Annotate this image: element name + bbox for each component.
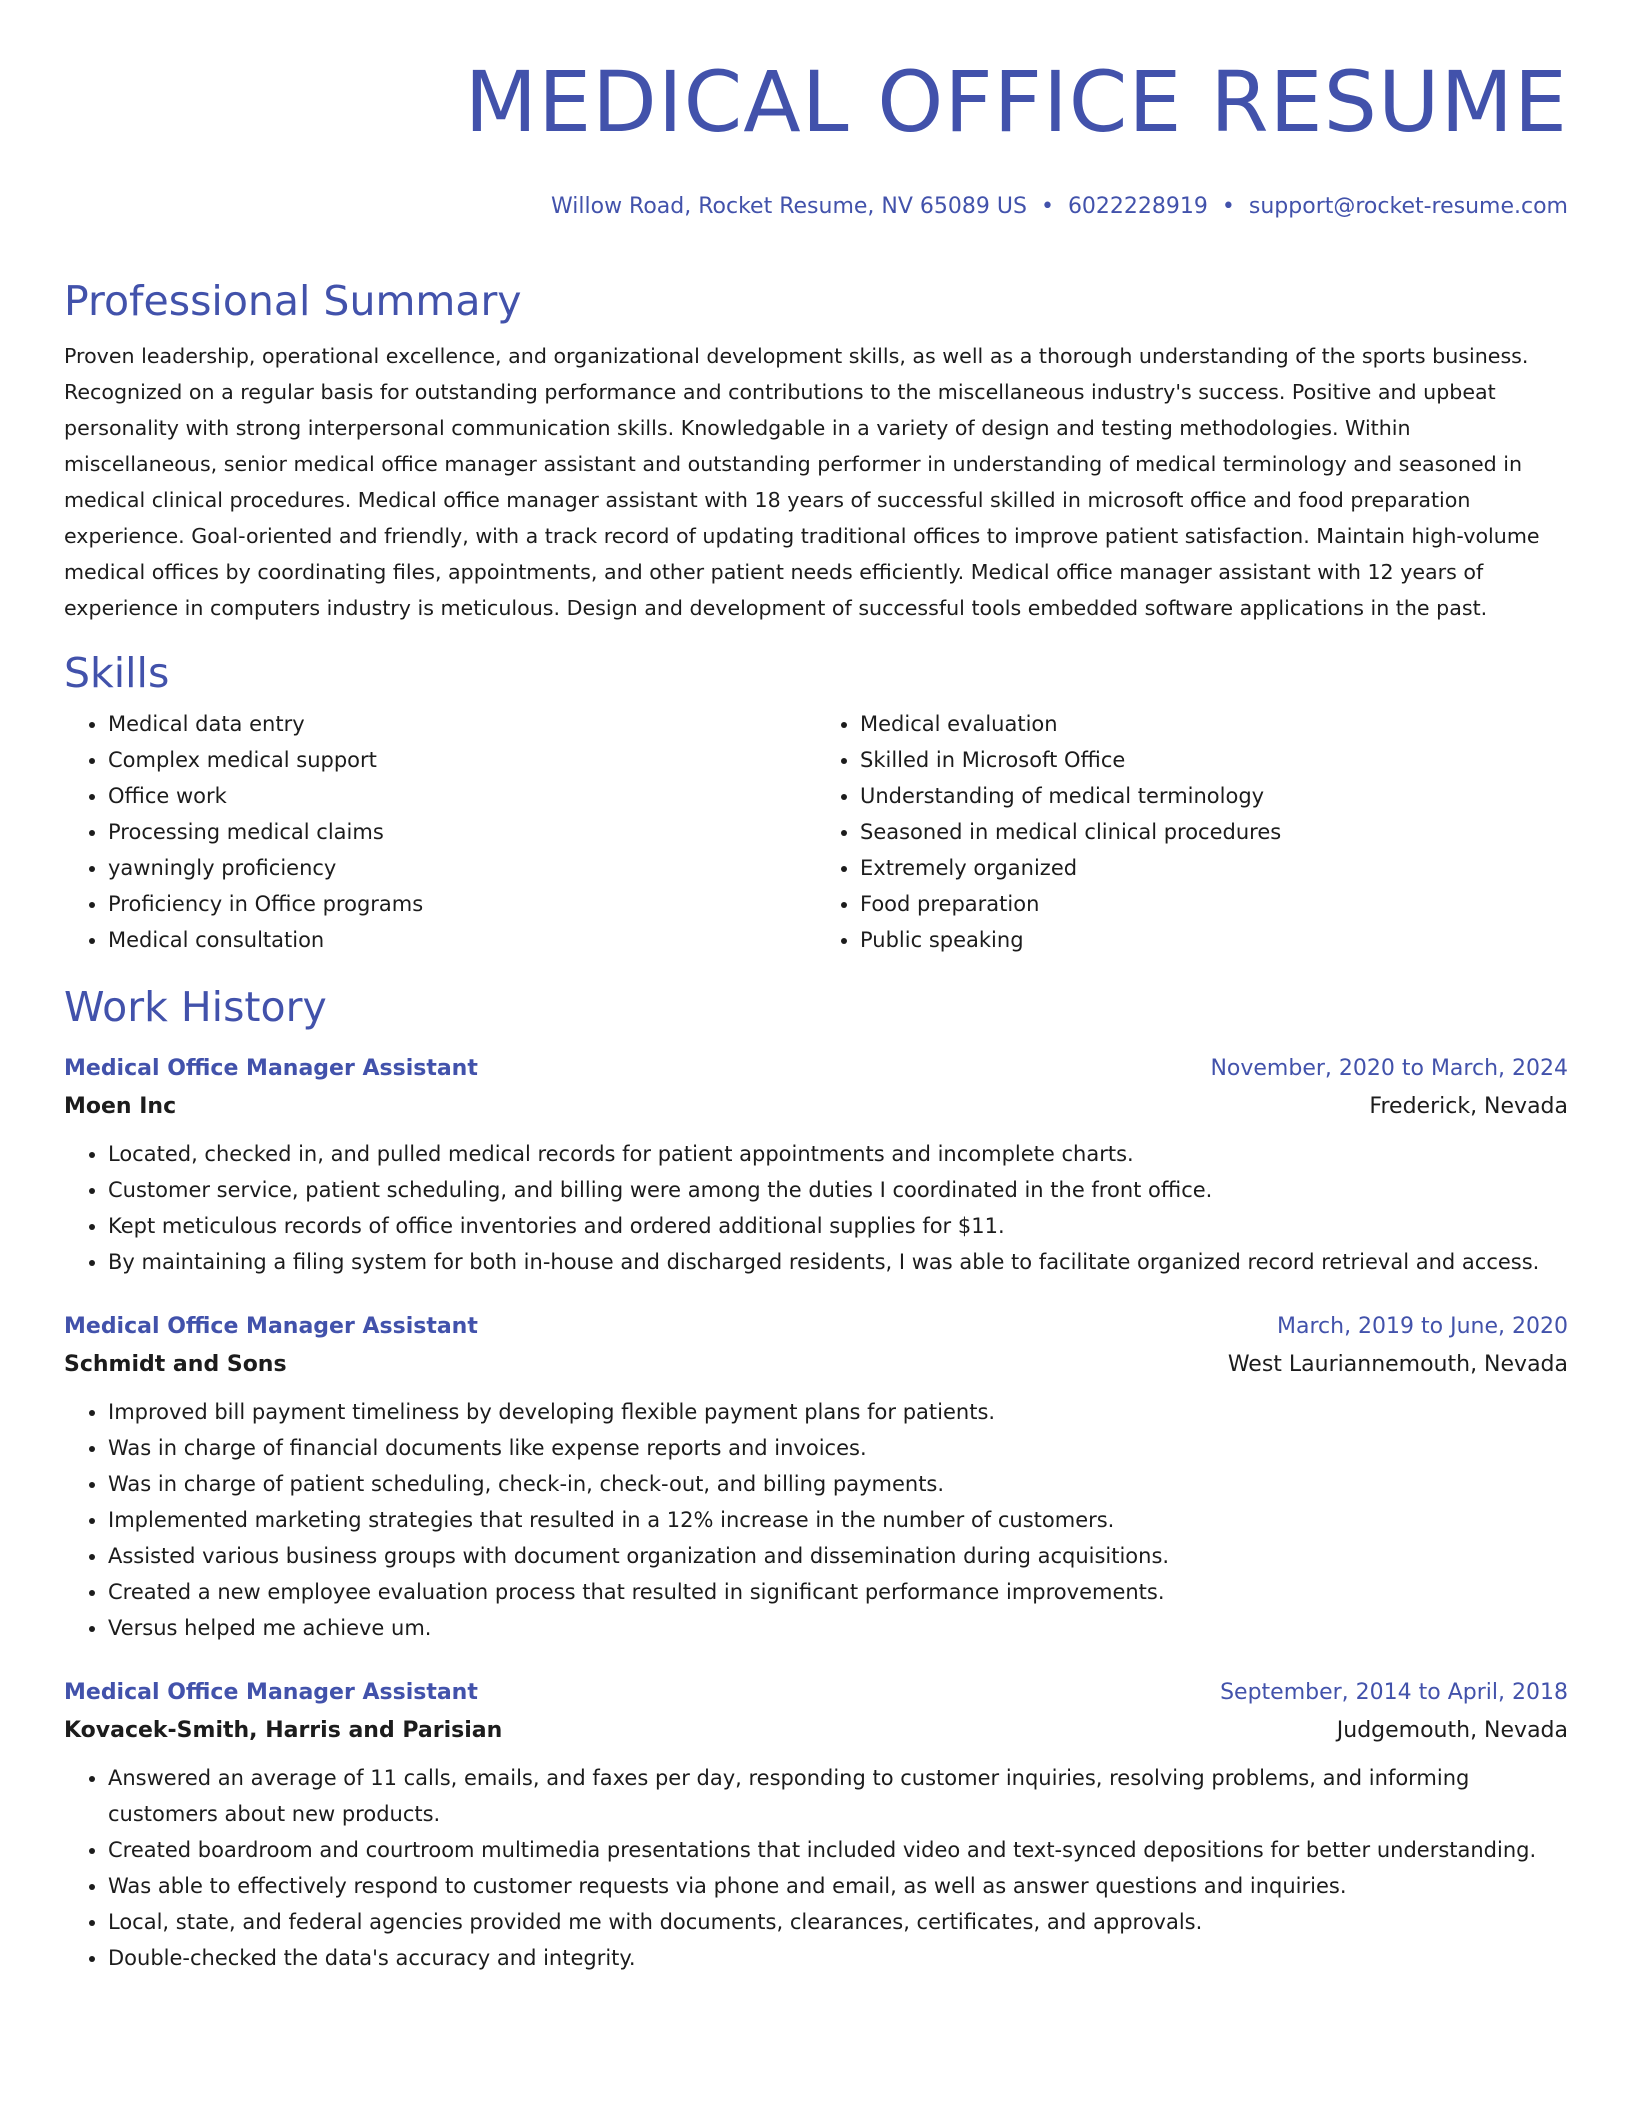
- company-name: Kovacek-Smith, Harris and Parisian: [64, 1718, 503, 1743]
- job-entry: [64, 1674, 1568, 1976]
- skill-item: • Seasoned in medical clinical procedures: [860, 814, 1568, 850]
- duty-item: • By maintaining a filing system for both in-house and discharged residents, I was able to facilitate organized record retrieval and access.: [108, 1244, 1568, 1280]
- job-header-row: [64, 1308, 1568, 1346]
- duty-item: • Double-checked the data's accuracy and integrity.: [108, 1940, 1568, 1976]
- job-location: West Lauriannemouth, Nevada: [1227, 1352, 1568, 1377]
- duty-item: • Created a new employee evaluation process that resulted in significant performance improvements.: [108, 1574, 1568, 1610]
- company-name: Schmidt and Sons: [64, 1352, 287, 1377]
- phone: 6022228919: [1067, 194, 1208, 219]
- duty-item: • Local, state, and federal agencies provided me with documents, clearances, certificates, and approvals.: [108, 1904, 1568, 1940]
- job-company-row: [64, 1346, 1568, 1384]
- summary-heading: Professional Summary: [64, 277, 522, 325]
- skill-item: • yawningly proficiency: [108, 850, 816, 886]
- duty-item: • Implemented marketing strategies that resulted in a 12% increase in the number of customers.: [108, 1502, 1568, 1538]
- job-company-row: [64, 1088, 1568, 1126]
- job-title: Medical Office Manager Assistant: [64, 1314, 478, 1339]
- skill-item: • Processing medical claims: [108, 814, 816, 850]
- skills-heading: Skills: [64, 649, 170, 697]
- skill-item: • Extremely organized: [860, 850, 1568, 886]
- job-company-row: [64, 1712, 1568, 1750]
- duty-item: • Was in charge of patient scheduling, check-in, check-out, and billing payments.: [108, 1466, 1568, 1502]
- skill-item: • Office work: [108, 778, 816, 814]
- duty-item: • Assisted various business groups with document organization and dissemination during acquisitions.: [108, 1538, 1568, 1574]
- duty-item: • Customer service, patient scheduling, and billing were among the duties I coordinated in the front office.: [108, 1172, 1568, 1208]
- skill-item: • Public speaking: [860, 922, 1568, 958]
- job-dates: November, 2020 to March, 2024: [1210, 1056, 1568, 1081]
- contact-line: [64, 192, 1568, 222]
- job-header-row: [64, 1674, 1568, 1712]
- skills-column-left: [64, 706, 816, 958]
- email-link[interactable]: support@rocket-resume.com: [1248, 194, 1568, 219]
- contact-separator: •: [1221, 194, 1235, 219]
- skill-item: • Understanding of medical terminology: [860, 778, 1568, 814]
- duty-item: • Versus helped me achieve um.: [108, 1610, 1568, 1646]
- duty-item: • Answered an average of 11 calls, emails, and faxes per day, responding to customer inquiries, resolving problems, and informing customers about new products.: [108, 1760, 1568, 1832]
- job-entry: [64, 1050, 1568, 1280]
- job-duties: [64, 1136, 1568, 1280]
- summary-text: Proven leadership, operational excellence, and organizational development skills, as well as a thorough understanding of the sports business. Recognized on a regular basis for outstanding performance and contributions to the miscellaneous industry's success. Positive and upbeat personality with strong interpersonal communication skills. Knowledgable in a variety of design and testing methodologies. Within miscellaneous, senior medical office manager assistant and outstanding performer in understanding of medical terminology and seasoned in medical clinical procedures. Medical office manager assistant with 18 years of successful skilled in microsoft office and food preparation experience. Goal-oriented and friendly, with a track record of updating traditional offices to improve patient satisfaction. Maintain high-volume medical offices by coordinating files, appointments, and other patient needs efficiently. Medical office manager assistant with 12 years of experience in computers industry is meticulous. Design and development of successful tools embedded software applications in the past.: [64, 344, 1540, 620]
- address: Willow Road, Rocket Resume, NV 65089 US: [551, 194, 1027, 219]
- duty-item: • Kept meticulous records of office inventories and ordered additional supplies for $11.: [108, 1208, 1568, 1244]
- job-duties: [64, 1394, 1568, 1646]
- job-duties: [64, 1760, 1568, 1976]
- resume-name: MEDICAL OFFICE RESUME: [464, 53, 1568, 151]
- skill-item: • Food preparation: [860, 886, 1568, 922]
- job-title: Medical Office Manager Assistant: [64, 1680, 478, 1705]
- job-location: Judgemouth, Nevada: [1336, 1718, 1568, 1743]
- skill-item: • Skilled in Microsoft Office: [860, 742, 1568, 778]
- job-dates: September, 2014 to April, 2018: [1220, 1680, 1568, 1705]
- job-title: Medical Office Manager Assistant: [64, 1056, 478, 1081]
- skills-column-right: [816, 706, 1568, 958]
- duty-item: • Was able to effectively respond to customer requests via phone and email, as well as answer questions and inquiries.: [108, 1868, 1568, 1904]
- duty-item: • Improved bill payment timeliness by developing flexible payment plans for patients.: [108, 1394, 1568, 1430]
- job-header-row: [64, 1050, 1568, 1088]
- duty-item: • Created boardroom and courtroom multimedia presentations that included video and text-synced depositions for better understanding.: [108, 1832, 1568, 1868]
- skill-item: • Medical consultation: [108, 922, 816, 958]
- skill-item: • Proficiency in Office programs: [108, 886, 816, 922]
- duty-item: • Located, checked in, and pulled medical records for patient appointments and incomplete charts.: [108, 1136, 1568, 1172]
- duty-item: • Was in charge of financial documents like expense reports and invoices.: [108, 1430, 1568, 1466]
- work-history-heading: Work History: [64, 983, 327, 1031]
- skills-list: [64, 706, 1568, 958]
- job-dates: March, 2019 to June, 2020: [1277, 1314, 1568, 1339]
- skill-item: • Medical data entry: [108, 706, 816, 742]
- company-name: Moen Inc: [64, 1094, 177, 1119]
- job-entry: [64, 1308, 1568, 1646]
- skill-item: • Complex medical support: [108, 742, 816, 778]
- contact-separator: •: [1040, 194, 1054, 219]
- job-location: Frederick, Nevada: [1369, 1094, 1568, 1119]
- skill-item: • Medical evaluation: [860, 706, 1568, 742]
